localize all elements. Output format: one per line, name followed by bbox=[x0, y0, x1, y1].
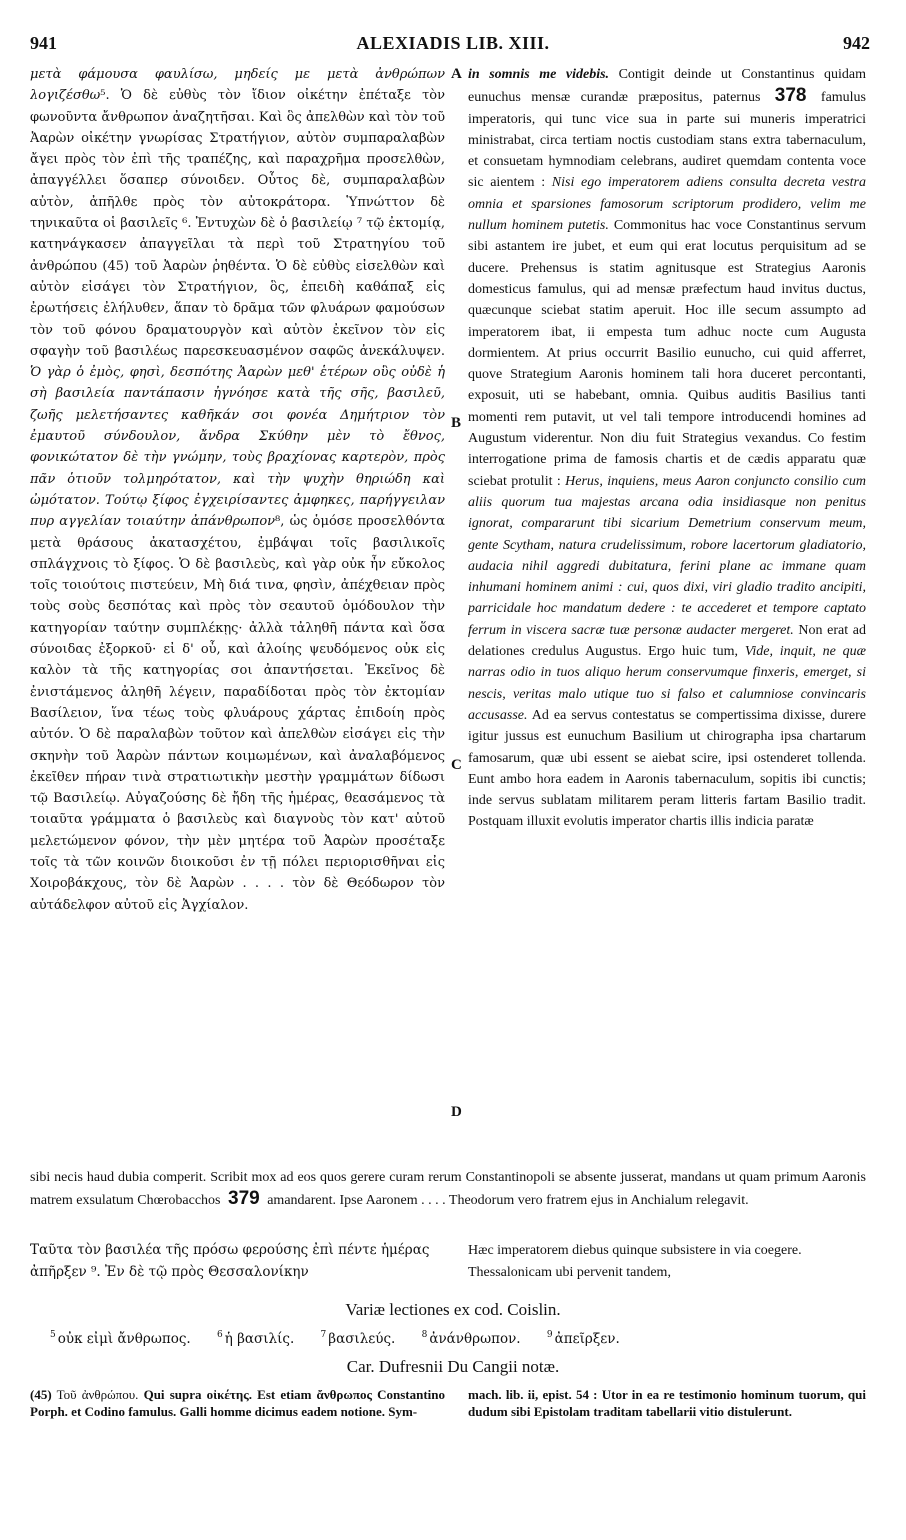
greek-p3-text: Ὁ δὲ βασιλεὺς, καὶ γὰρ οὐκ ἦν εὔκολος τοῖς τοιούτοις πιστεύειν, Μὴ διά τινα, φησὶν, ἀπέχθειαν πρὸς τοὺς σοὺς δεσπότας καὶ πρὸς τὸν σεαυτοῦ ὁμόδουλον τὴν κατηγορίαν ταύτην συμπλέκῃς· ἀλλὰ τἀληθῆ πάντα καὶ ὅσα σύνοιδας ἐξορκοῦ· εἰ δ' οὖ, καὶ ἀλοίης ψευδόμενος οὐκ εἰς καλὸν τὰ τῆς κατηγορίας σοι ἀπαντήσεται. Ἐκεῖνος δὲ ἐνιστάμενος ἀληθῆ λέγειν, παραδίδοται πρὸς τὸν ἐκτομίαν Βασίλειον, ἵνα τέως τοὺς φλυάρους χάρτας ἐπιδοίη πρὸς αὐτόν. Ὁ δὲ παραλαβὼν τοῦτον καὶ ἀπελθὼν εἰσάγει εἰς τὴν σκηνὴν τοῦ Ἀαρὼν πάντων κοιμωμένων, καὶ ἀναλαβόμενος ἐκεῖθεν πήραν τινὰ στρατιωτικὴν μεστὴν γραμμάτων δίδωσι τῷ Βασιλείῳ. Αὐγαζούσης δὲ ἤδη τῆς ἡμέρας, θεασάμενος τὰ τοιαῦτα γράμματα ὁ βασιλεὺς καὶ διαγνοὺς τὸν κατ' αὐτοῦ μελετώμενον φόνον, τὴν μὲν μητέρα τοῦ Ἀαρὼν προσέταξε τοῖς τὰ τῶν κοινῶν διοικοῦσι ἐν τῇ πόλει περιορισθῆναι εἰς Χοιροβάκχους, τὸν δὲ Ἀαρὼν . . . . τὸν δὲ Θεόδωρον τὸν αὐτάδελφον αὐτοῦ εἰς Ἀγχίαλον. bbox=[30, 556, 445, 913]
latin-p1a: Contigit deinde ut Constantinus quidam eunuchus mensæ curandæ præpositus, paternus bbox=[468, 67, 866, 106]
latin-p3b: Ad ea servus contestatus se compertissima dixisse, durere igitur jussus est eunuchum Basilium ut chirographa ipsa chartarum famosarum, quæ ubi essent se aiebat scire, ipsi ostenderet tollenda. Eunt ambo hora eadem in Aaronis tabernaculum, sopitis ibi cunctis; inde servus sublatam militarem peram litteris fartam Basilio tradit. Postquam illuxit evolutis imperator chartis illis indicia paratæ bbox=[468, 707, 866, 830]
note-number: (45) bbox=[30, 1387, 52, 1402]
column-number-378: 378 bbox=[774, 85, 807, 107]
latin-column bbox=[468, 64, 866, 1164]
latin-p1c: Commonitus hac voce Constantinus servum sibi astantem ire jubet, et eum qui erat locutus perquisitum ad se ducere. Prehensus is statim agnitusque est Strategius Aaronis domesticus famulus, qui ad mensæ præfectum haud invitus ductus, quæcunque sciebat statim aperuit. Hoc ille secum assumpto ad imperatorem ibat, ii empesta tum adhuc nocte cum Augusta dormientem. At prius occurrit Basilio eunucho, cui quid afferret, quove Strategium Aaronis hominem tali hora duceret percontanti, exposuit, uti se habebant, omnia. Quibus auditis Basilius tanti momenti rem putavit, ut vel tali tempore introducendi homines ad Augustum viderentur. Non diu fuit Strategius vexandus. Co festim interrogatione prima de famosis chartis et de cædis apparatu quæ sciebat protulit : bbox=[468, 218, 866, 489]
joint-latin-text bbox=[30, 1167, 866, 1212]
variant-item: $^6$ ἡ βασιλίς. bbox=[217, 1330, 295, 1347]
page-number-left: 941 bbox=[30, 33, 57, 53]
margin-mark-c: C bbox=[451, 757, 462, 773]
note-45-continued bbox=[468, 1386, 866, 1420]
notae-heading: Car. Dufresnii Du Cangii notæ. bbox=[346, 1357, 560, 1376]
variant-item: $^9$ ἀπεῖρξεν. bbox=[546, 1330, 620, 1347]
note-text-right: mach. lib. ii, epist. 54 : bbox=[468, 1387, 598, 1402]
variae-heading: Variæ lectiones ex cod. Coislin. bbox=[345, 1300, 561, 1319]
bottom-latin-text: Hæc imperatorem diebus quinque subsistere in via coegere. Thessalonicam ubi pervenit tandem, bbox=[468, 1243, 802, 1280]
latin-p2-italic: Herus, inquiens, meus Aaron conjuncto consilio cum aliis quorum tua majestas arcana odia insidiasque non penitus ignorat, compararunt tibi sicarium Demetrium conservum meum, gente Scytham, natura crudelissimum, robore lacertorum gladiatorio, audacia nihil aggredi dubitatura, ferini plane ac immane quam inhumani hominem animi : cui, quos dixi, viri gladio tradito ancipiti, parricidale hoc mandatum dedere : te accederet et tempore captato ferrum in viscera sacræ tuæ personæ audacter mergeret. bbox=[468, 473, 866, 638]
margin-mark-d: D bbox=[451, 1104, 462, 1120]
note-quote: Utor in ea re testimonio hominum tuorum, qui dudum sibi Epistolam traditam tabellarii vitio distulerunt. bbox=[468, 1387, 866, 1419]
joint-text-b: amandarent. Ipse Aaronem . . . . Theodorum vero fratrem ejus in Anchialum relegavit. bbox=[267, 1193, 749, 1209]
variant-item: $^7$ βασιλεύς. bbox=[320, 1330, 396, 1347]
column-number-379: 379 bbox=[228, 1188, 260, 1210]
greek-p2-text: ⁸, ὡς ὁμόσε προσελθόντα μετὰ θράσους ἀκατασχέτου, ἐμβάψαι τοῖς βασιλικοῖς σπλάγχνοις τὸ ξίφος. bbox=[30, 514, 445, 572]
greek-p2-italic: Ὁ γὰρ ὁ ἐμὸς, φησὶ, δεσπότης Ἀαρὼν μεθ' ἑτέρων οὓς οὐδὲ ἡ σὴ βασιλεία παντάπασιν ἠγνόησε κατὰ τῆς σῆς, βασιλεῦ, ζωῆς μελετήσαντες καθῆκάν σοι φονέα Δημήτριον τὸν ἐμαυτοῦ σύνδουλον, ἄνδρα Σκύθην μὲν τὸ ἔθνος, φονικώτατον δὲ τὴν γνώμην, τοὺς βραχίονας καρτερὸν, πρὸς πᾶν ὁτιοῦν τολμηρότατον, καὶ τὴν ψυχὴν θηριώδη καὶ ὠμότατον. Τούτῳ ξίφος ἐγχειρίσαντες ἀμφηκες, παρήγγειλαν πυρ αγγελίαν τοιαύτην ἀπάνθρωπον bbox=[30, 365, 445, 530]
latin-p3a: Non erat ad delationes credulus Augustus. Ergo huic tum, bbox=[468, 622, 866, 660]
latin-p1-italic-2: Nisi ego imperatorem adiens consulta decreta vestra omnia et sparsiones famosorum scriptorum prodidero, velim me nullum hominem putetis. bbox=[468, 175, 866, 234]
latin-p1-italic: in somnis me videbis. bbox=[468, 67, 610, 82]
variant-item: $^8$ ἀνάνθρωπον. bbox=[421, 1330, 521, 1347]
greek-p1-text: ⁵. Ὁ δὲ εὐθὺς τὸν ἴδιον οἰκέτην ἐπέταξε τὸν φωνοῦντα ἄνθρωπον ἀναζητῆσαι. Καὶ ὃς ἀπελθὼν καὶ τὸν τοῦ Ἀαρὼν οἰκέτην γνωρίσας Στρατήγιον, αὐτὸν συμπαραλαβὼν ἄγει πρὸς τὸν ἐπὶ τῆς τραπέζης, καὶ παραχρῆμα προσελθὼν, ἀπαγγέλλει ὅσαπερ σύνοιδεν. Οὗτος δὲ, συμπαραλαβὼν αὐτὸν, ἀπῆλθε πρὸς τὸν αὐτοκράτορα. Ὑπνώττον δὲ τηνικαῦτα οἱ βασιλεῖς ⁶. Ἐντυχὼν δὲ ὁ βασιλείῳ ⁷ τῷ ἐκτομίᾳ, κατηνάγκασεν ἀπαγγεῖλαι τὰ περὶ τοῦ Στρατηγίου τοῦ ἀνθρώπου (45) τοῦ Ἀαρὼν ῥηθέντα. Ὁ δὲ εὐθὺς εἰσελθὼν καὶ αὐτὸν εἰσάγει τὸν Στρατήγιον, ὃς, ἐπειδὴ καθάπαξ εἰς ἐρωτήσεις ἐλήλυθεν, ἅπαν τὸ δρᾶμα τῶν φλυάρων φαμούσων τὸν τοῦ φόνου δραματουργὸν καὶ αὐτὸν ἐκεῖνον τὸν εἰς σφαγὴν τοῦ βασιλέως παρεσκευασμένον σαφῶς ἀνεκάλυψεν. bbox=[30, 88, 445, 359]
greek-p1-italic: μετὰ φάμουσα φαυλίσω, μηδείς με μετὰ ἀνθρώπων λογιζέσθω bbox=[30, 67, 445, 104]
latin-p3-italic: Vide, inquit, ne quæ narras odio in tuos aliquo herum conservumque finxeris, emerget, si nescis, veritas malo utique tuo si falso et calumniose convincaris accusasse. bbox=[468, 644, 866, 723]
note-lemma: Τοῦ ἀνθρώπου. bbox=[56, 1387, 139, 1402]
note-45 bbox=[30, 1386, 445, 1420]
margin-mark-b: B bbox=[451, 415, 462, 431]
greek-paragraph-1 bbox=[30, 64, 445, 916]
margin-mark-a: A bbox=[451, 66, 462, 82]
joint-text-a: sibi necis haud dubia comperit. Scribit mox ad eos quos gerere curam rerum Constantinopoli se absente jusserat, mandans ut quam primum Aaronis matrem exsulatum Chœrobacchos bbox=[30, 1170, 866, 1209]
bottom-greek-text: Ταῦτα τὸν βασιλέα τῆς πρόσω φερούσης ἐπὶ πέντε ἡμέρας ἀπῆρξεν ⁹. Ἐν δὲ τῷ πρὸς Θεσσαλονίκην bbox=[30, 1242, 430, 1280]
page-number-right: 942 bbox=[843, 33, 870, 53]
variae-list bbox=[50, 1330, 870, 1347]
latin-p1b: famulus imperatoris, qui tunc vice sua in parte sui muneris imperatrici ministrabat, circa tertiam noctis custodiam stans extra tabernaculum, et consuetam hymnodiam celebrans, audiret quemdam contenta voce sic aientem : bbox=[468, 90, 866, 191]
running-title: ALEXIADIS LIB. XIII. bbox=[356, 33, 550, 53]
latin-paragraph-1 bbox=[468, 64, 866, 833]
note-text-left: Qui supra οἰκέτης. Est etiam ἄνθρωπος Constantino Porph. et Codino famulus. Galli homme dicimus eadem notione. Sym- bbox=[30, 1387, 446, 1419]
greek-column bbox=[30, 64, 445, 1164]
page-header bbox=[0, 33, 906, 61]
variant-item: $^5$ οὐκ εἰμὶ ἄνθρωπος. bbox=[50, 1330, 191, 1347]
